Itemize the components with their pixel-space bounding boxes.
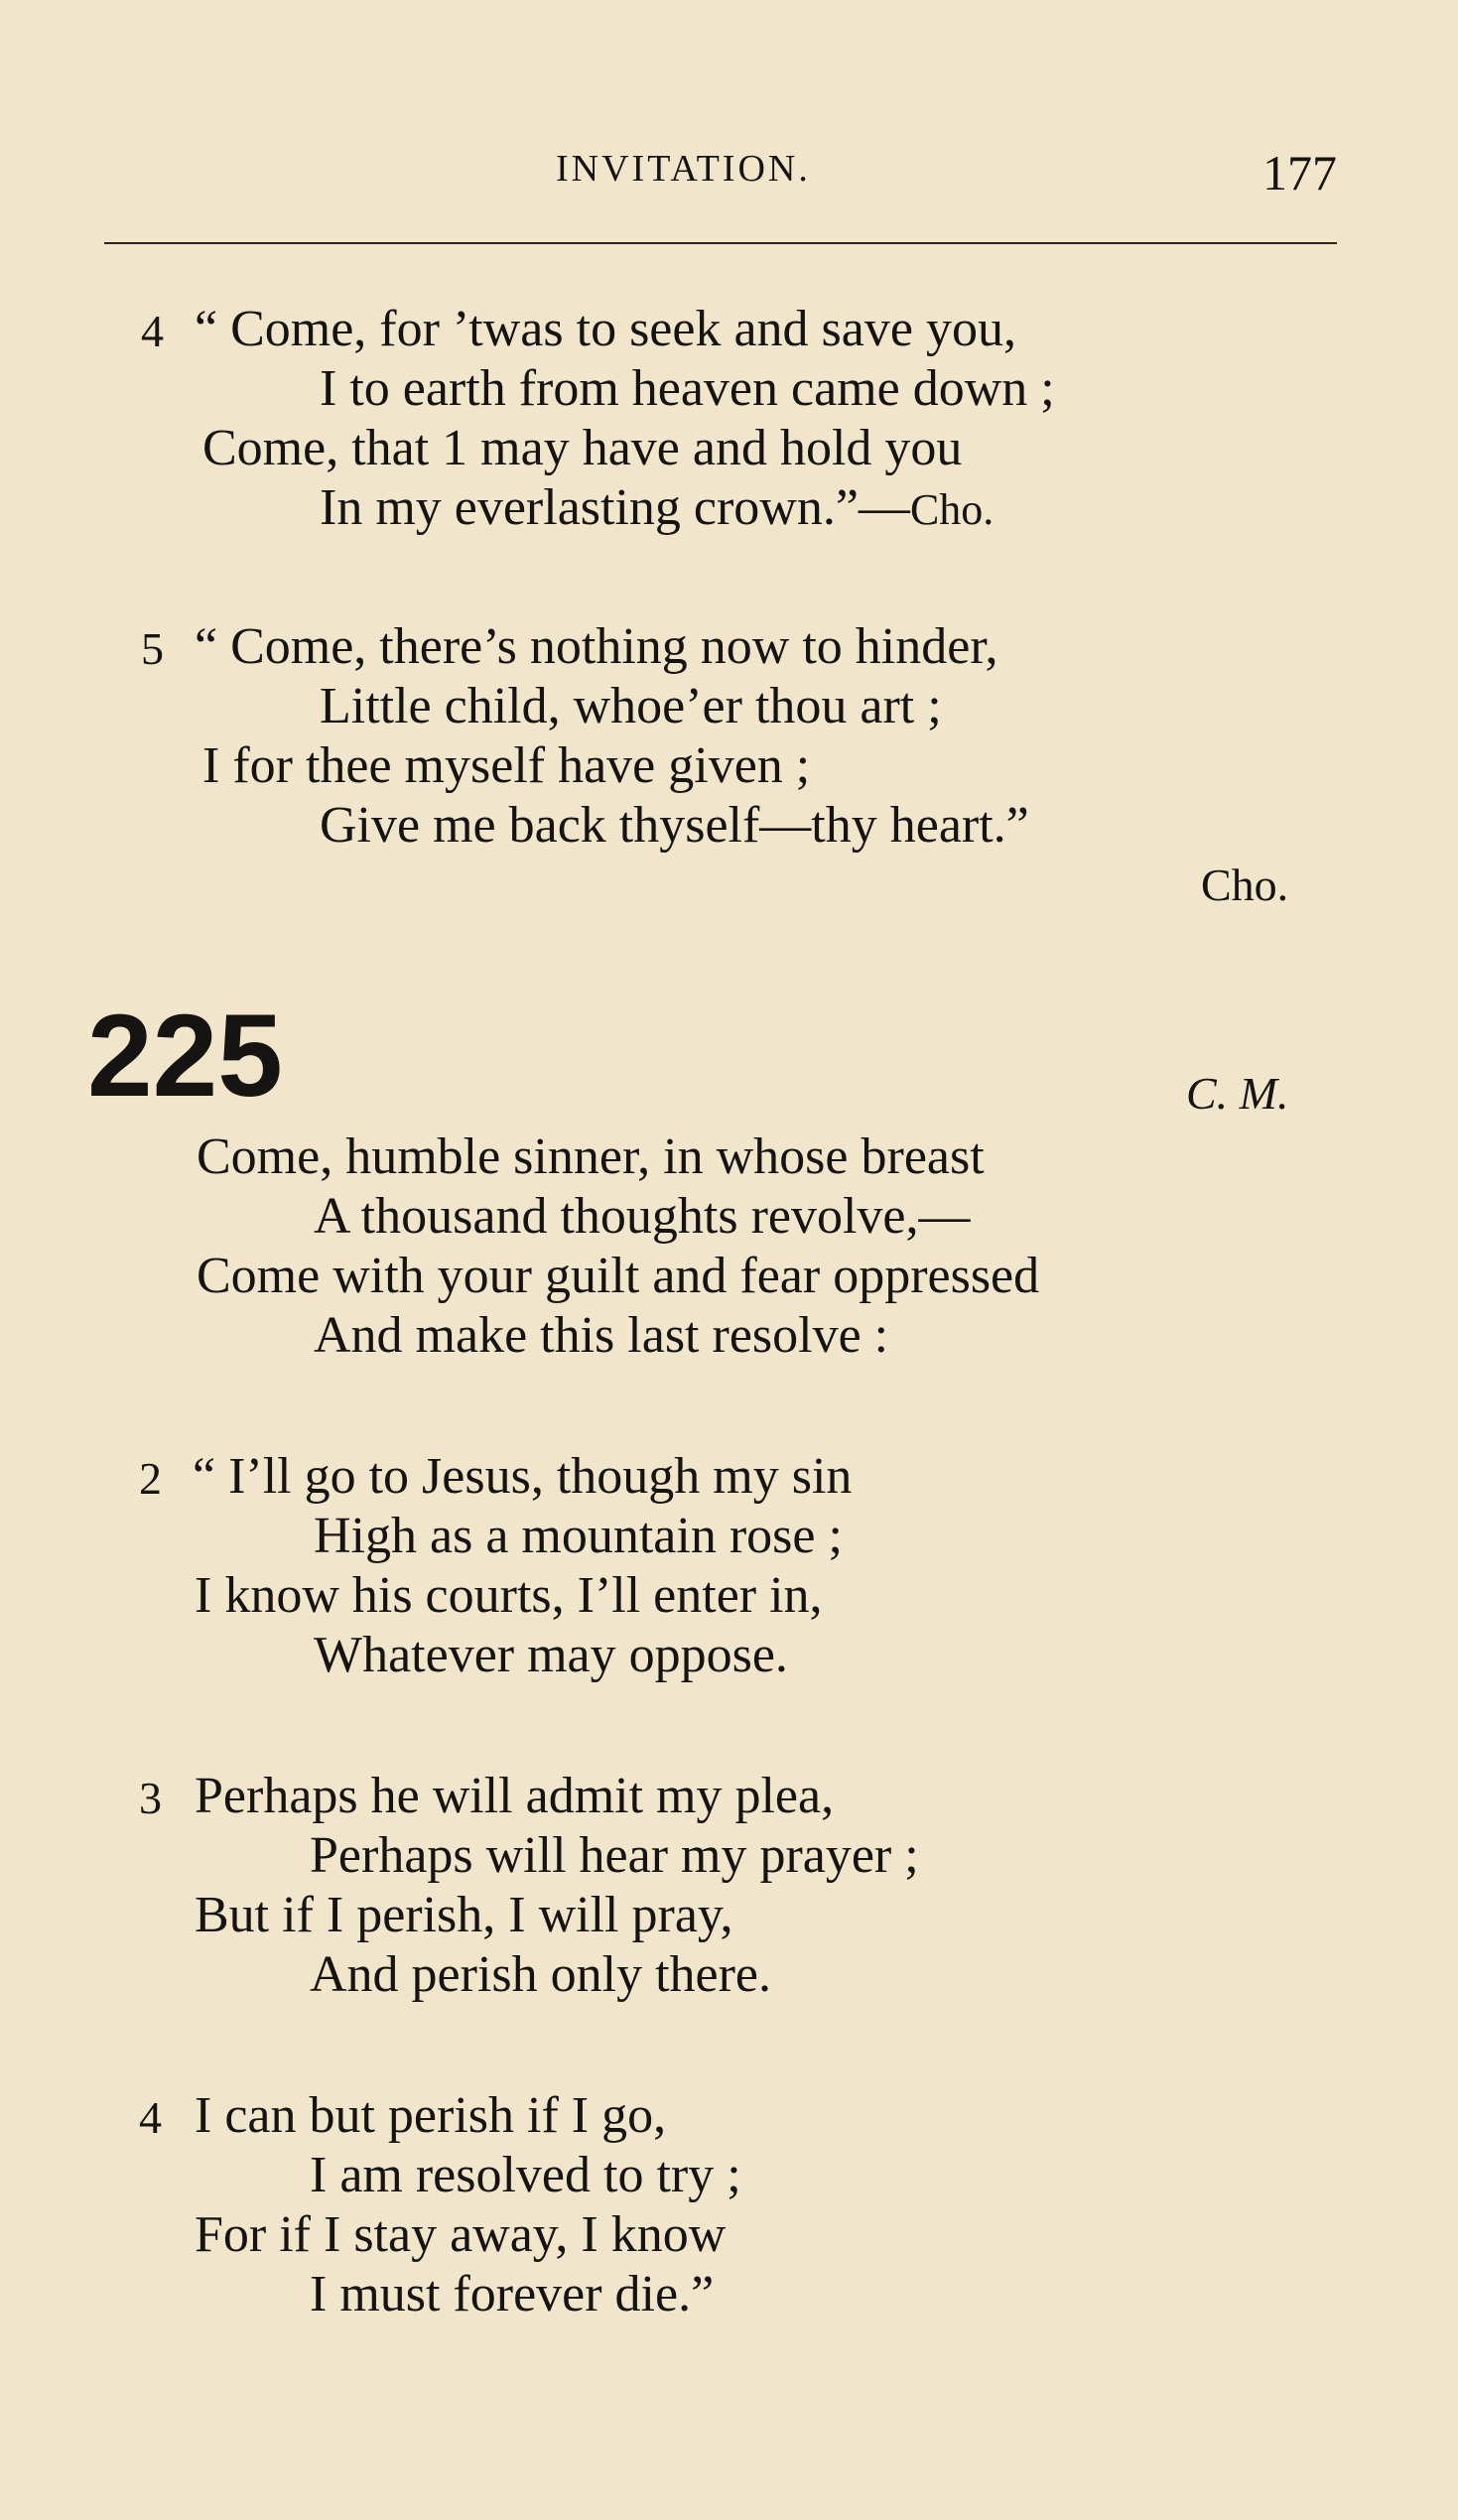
chorus-mark: Cho. [909, 485, 994, 534]
verse-number: 4 [139, 2092, 162, 2143]
verse-line: I can but perish if I go, [195, 2087, 667, 2144]
verse-line: “ I’ll go to Jesus, though my sin [193, 1448, 853, 1505]
verse-line: And make this last resolve : [314, 1307, 889, 1364]
verse-line: Give me back thyself—thy heart.” [320, 797, 1029, 854]
hymn-number: 225 [87, 991, 283, 1122]
verse-line: In my everlasting crown.”—Cho. [320, 479, 994, 536]
verse-line: “ Come, there’s nothing now to hinder, [195, 618, 998, 675]
verse-line: But if I perish, I will pray, [195, 1887, 733, 1943]
verse-line: I must forever die.” [310, 2266, 715, 2322]
verse-number: 3 [139, 1773, 162, 1823]
verse-line: For if I stay away, I know [195, 2206, 727, 2263]
verse-number: 2 [139, 1453, 162, 1504]
verse-line: Perhaps will hear my prayer ; [310, 1827, 919, 1884]
verse-line: And perish only there. [310, 1946, 772, 2003]
verse-line: “ Come, for ’twas to seek and save you, [195, 301, 1016, 357]
verse-number: 5 [141, 623, 164, 674]
chorus-mark: Cho. [1201, 860, 1289, 910]
verse-line: Come, that 1 may have and hold you [202, 420, 963, 476]
header-rule [104, 242, 1337, 244]
running-head: INVITATION. [556, 148, 811, 190]
verse-line: I to earth from heaven came down ; [320, 360, 1055, 417]
verse-line: I for thee myself have given ; [202, 737, 811, 794]
verse-line: Perhaps he will admit my plea, [195, 1768, 835, 1824]
verse-line: Come with your guilt and fear oppressed [197, 1248, 1040, 1304]
verse-line: I am resolved to try ; [310, 2147, 741, 2203]
verse-line: Little child, whoe’er thou art ; [320, 678, 942, 734]
verse-number: 4 [141, 306, 164, 356]
verse-line: High as a mountain rose ; [314, 1508, 843, 1564]
hymn-meter: C. M. [1186, 1068, 1289, 1119]
verse-line: Whatever may oppose. [314, 1627, 788, 1683]
verse-line: A thousand thoughts revolve,— [314, 1188, 971, 1245]
verse-line: Come, humble sinner, in whose breast [197, 1128, 985, 1185]
page-number: 177 [1262, 145, 1337, 200]
verse-line: I know his courts, I’ll enter in, [195, 1567, 823, 1624]
